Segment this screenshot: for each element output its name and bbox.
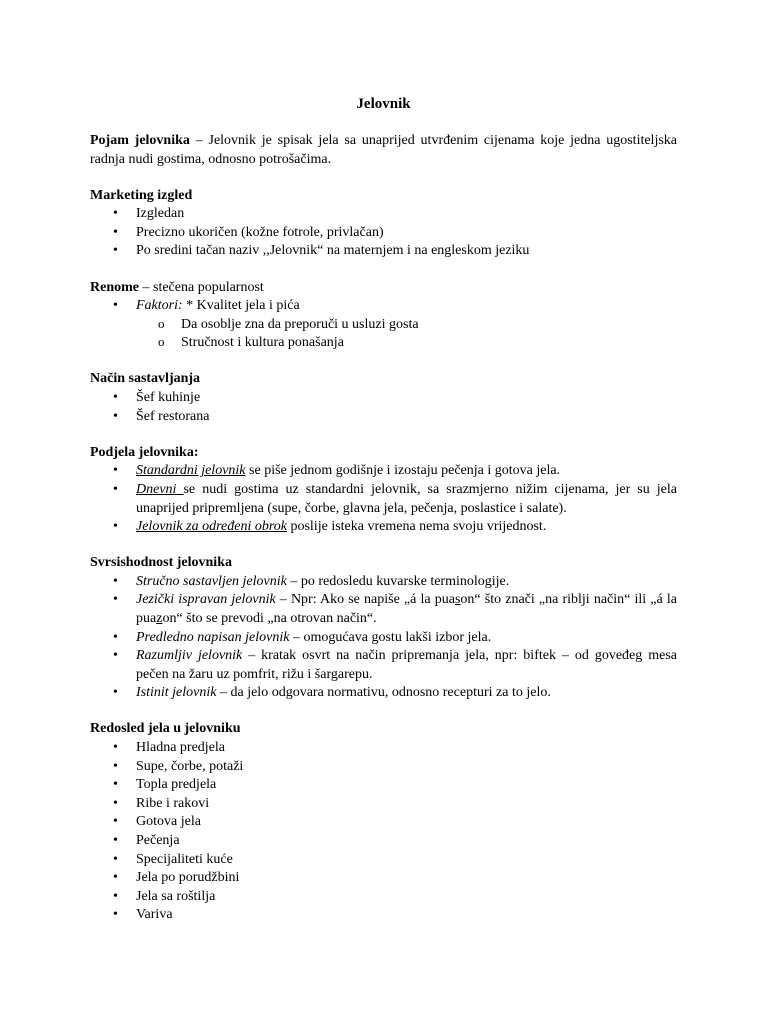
list-item (90, 462, 677, 481)
list-item: • Izgledan (90, 205, 677, 224)
list-item (90, 297, 677, 353)
section-marketing (90, 187, 677, 261)
nacin-title: Način sastavljanja (90, 371, 201, 387)
faktori-label: Faktori: (136, 298, 183, 314)
section-redosled (90, 720, 677, 925)
item-text: – Npr: Ako se napiše „á la pua (275, 592, 455, 608)
list-item: • Šef kuhinje (90, 389, 677, 408)
list-item: • Supe, čorbe, potaži (90, 758, 677, 777)
list-item: • Jela sa roštilja (90, 888, 677, 907)
item-text: se nudi gostima uz standardni jelovnik, sa srazmjerno nižim cijenama, jer su jela unaprijed pripremljena (supe, čorbe, glavna jela, pečenja, poslastice i salate). (136, 481, 677, 516)
list-item: • Hladna predjela (90, 739, 677, 758)
section-nacin (90, 370, 677, 426)
redosled-title: Redosled jela u jelovniku (90, 721, 241, 737)
list-item: • Gotova jela (90, 813, 677, 832)
list-item (90, 481, 677, 518)
item-term: Razumljiv jelovnik (136, 648, 243, 664)
underlined-letter: s (454, 592, 461, 608)
list-item: • Šef restorana (90, 408, 677, 427)
list-item: • Jela po porudžbini (90, 869, 677, 888)
item-term: Jelovnik za određeni obrok (136, 519, 287, 535)
list-item: • Topla predjela (90, 776, 677, 795)
marketing-title: Marketing izgled (90, 187, 193, 203)
podjela-list (90, 462, 677, 536)
list-item (90, 573, 677, 592)
renome-text: – stečena popularnost (139, 279, 264, 295)
list-item: • Variva (90, 906, 677, 925)
document-content (90, 94, 677, 925)
item-text: se piše jednom godišnje i izostaju pečenja i gotova jela. (245, 463, 561, 479)
renome-list (90, 297, 677, 353)
list-item: • Ribe i rakovi (90, 795, 677, 814)
item-term: Stručno sastavljen jelovnik (136, 573, 287, 589)
faktori-sublist (90, 316, 677, 353)
item-text: – kratak osvrt na način pripremanja jela, npr: biftek – od goveđeg mesa pečen na žaru uz pomfrit, rižu i šargarepu. (136, 648, 677, 682)
list-item (90, 591, 677, 628)
list-item: • Specijaliteti kuće (90, 851, 677, 870)
item-text: – da jelo odgovara normativu, odnosno recepturi za to jelo. (216, 685, 551, 701)
sub-list-item: o Stručnost i kultura ponašanja (90, 334, 677, 353)
list-item: • Po sredini tačan naziv ,,Jelovnik“ na maternjem i na engleskom jeziku (90, 242, 677, 261)
section-svrsishodnost (90, 554, 677, 703)
item-term: Predledno napisan jelovnik (136, 629, 290, 645)
pojam-term: Pojam jelovnika (90, 133, 190, 148)
item-term: Istinit jelovnik (136, 685, 217, 701)
document-title: Jelovnik (356, 96, 411, 112)
pojam-paragraph (90, 132, 677, 169)
item-text: – omogućava gostu lakši izbor jela. (289, 629, 492, 645)
item-text: on“ što znači „na riblji način“ ili „á la pua (136, 592, 677, 626)
item-text: poslije isteka vremena nema svoju vrijednost. (286, 519, 547, 535)
nacin-list (90, 389, 677, 426)
renome-line (90, 279, 677, 298)
list-item (90, 684, 677, 703)
podjela-title: Podjela jelovnika: (90, 444, 199, 460)
faktori-text: * Kvalitet jela i pića (182, 298, 300, 314)
section-podjela (90, 444, 677, 537)
item-term: Dnevni (136, 481, 184, 497)
section-renome (90, 279, 677, 353)
sub-list-item: o Da osoblje zna da preporuči u usluzi gosta (90, 316, 677, 335)
redosled-list (90, 739, 677, 925)
item-text: – po redosledu kuvarske terminologije. (286, 573, 510, 589)
svrsishodnost-title: Svrsishodnost jelovnika (90, 555, 232, 571)
list-item: • Precizno ukoričen (kožne fotrole, privlačan) (90, 224, 677, 243)
list-item (90, 518, 677, 537)
pojam-text: – Jelovnik je spisak jela sa unaprijed utvrđenim cijenama koje jedna ugostiteljska radnja nudi gostima, odnosno potrošačima. (90, 133, 678, 167)
list-item (90, 629, 677, 648)
marketing-list (90, 205, 677, 261)
item-term: Standardni jelovnik (136, 463, 246, 479)
item-text: on“ što se prevodi „na otrovan način“. (162, 610, 377, 626)
list-item: • Pečenja (90, 832, 677, 851)
svrsishodnost-list (90, 573, 677, 703)
item-term: Jezički ispravan jelovnik (136, 592, 276, 608)
underlined-letter: z (156, 610, 163, 626)
list-item (90, 647, 677, 684)
renome-term: Renome (90, 279, 139, 295)
